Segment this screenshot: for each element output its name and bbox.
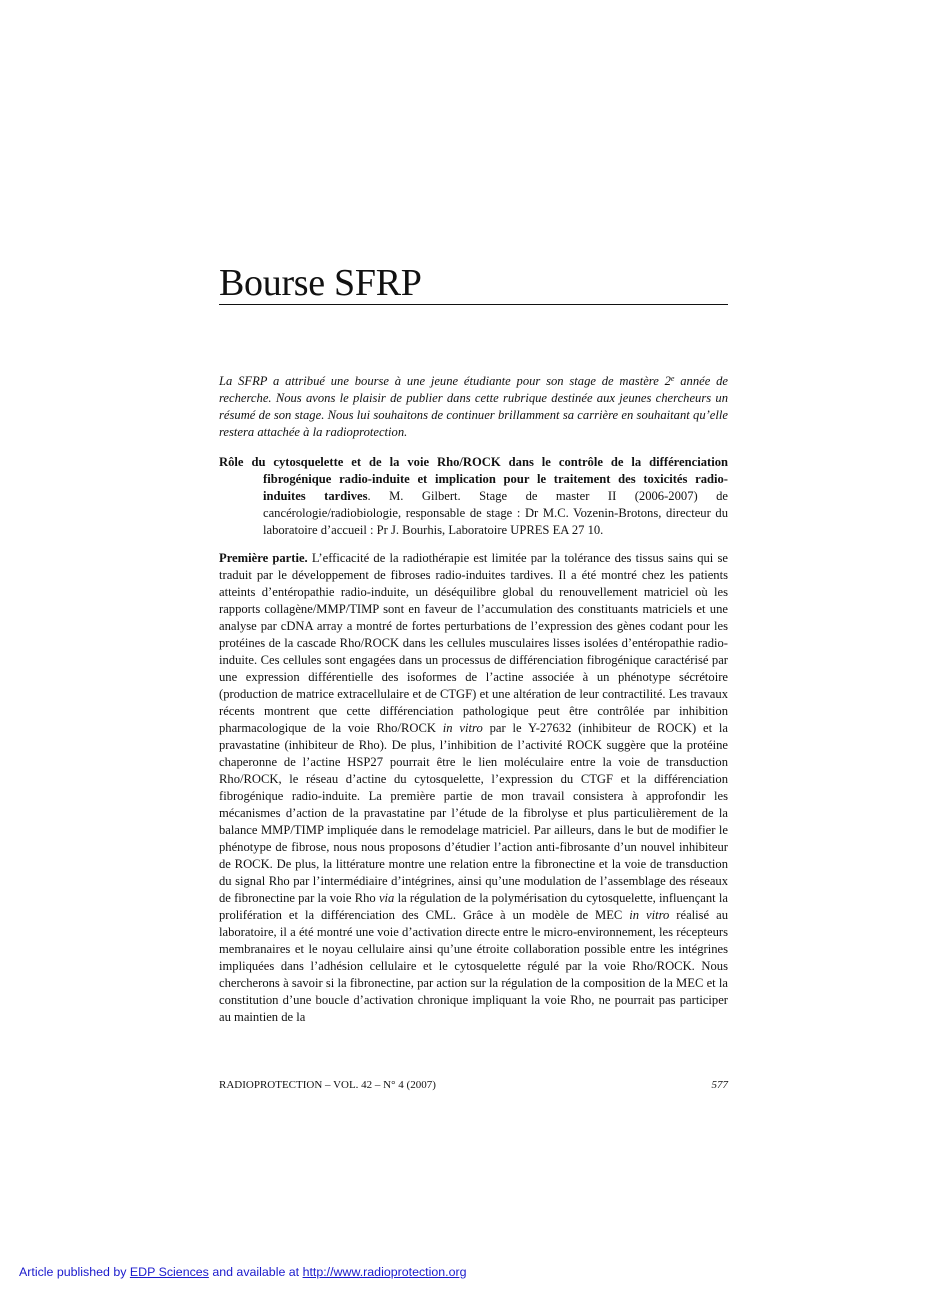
title-rule (219, 304, 728, 305)
intro-superscript: e (670, 374, 675, 383)
credit-prefix: Article published by (19, 1265, 130, 1279)
page-number: 577 (711, 1079, 728, 1091)
body-text-1: L’efficacité de la radiothérapie est limitée par la tolérance des tissus sains qui se traduit par le développement de fibroses radio-induites tardives. Il a été montré chez les patients atteints d’entéropathie radio-induite, un déséquilibre global du renouvellement matriciel où les rapports collagène/MMP/TIMP sont en faveur de l’accumulation des constituants matriciels et une analyse par cDNA array a montré de fortes perturbations de l’expression des gènes codant pour les protéines de la cascade Rho/ROCK dans les cellules musculaires lisses isolées d’entéropathie radio-induite. Ces cellules sont engagées dans un processus de différenciation fibrogénique caractérisé par une expression différentielle des isoformes de l’actine associée à un phénotype sécrétoire (production de matrice extracellulaire et de CTGF) et une altération de leur contractilité. Les travaux récents montrent que cette différenciation pathologique peut être contrôlée par inhibition pharmacologique de la voie Rho/ROCK (219, 551, 728, 735)
credit-middle: and available at (208, 1265, 303, 1279)
intro-text-start: La SFRP a attribué une bourse à une jeune étudiante pour son stage de mastère 2 (219, 374, 671, 388)
page-title: Bourse SFRP (219, 262, 422, 304)
intro-text-end: année de recherche. Nous avons le plaisir de publier dans cette rubrique destinée aux jeunes chercheurs un résumé de son stage. Nous lui souhaitons de continuer brillamment sa carrière en souhaitant qu’elle restera attachée à la radioprotection. (219, 374, 728, 439)
article-details: . M. Gilbert. Stage de master II (2006-2007) de cancérologie/radiobiologie, responsable de stage : Dr M.C. Vozenin-Brotons, directeur du laboratoire d’accueil : Pr J. Bourhis, Laboratoire UPRES EA 27 10. (263, 489, 729, 537)
body-text-4: réalisé au laboratoire, il a été montré une voie d’activation directe entre le micro-environnement, les récepteurs membranaires et le noyau cellulaire ainsi qu’une étroite collaboration possible entre les intégrines impliquées dans l’adhésion cellulaire et le cytosquelette régulé par la voie Rho/ROCK. Nous chercherons à savoir si la fibronectine, par action sur la régulation de la composition de la MEC et la constitution d’une boucle d’activation chronique impliquant la voie Rho, ne pourrait pas participer au maintien de la (219, 908, 728, 1024)
intro-paragraph (219, 373, 728, 441)
publication-credit (19, 1264, 466, 1280)
publisher-link[interactable]: EDP Sciences (129, 1265, 209, 1279)
journal-reference: RADIOPROTECTION – VOL. 42 – N° 4 (2007) (219, 1079, 436, 1091)
article-heading (219, 454, 728, 539)
section-lead: Première partie. (219, 551, 308, 565)
article-title: Rôle du cytosquelette et de la voie Rho/ROCK dans le contrôle de la différenciation fibrogénique radio-induite et implication pour le traitement des toxicités radio-induites tardives (219, 455, 728, 503)
page-footer (219, 1078, 728, 1092)
body-text (219, 550, 728, 1026)
body-italic-1: in vitro (442, 721, 483, 735)
body-text-3: la régulation de la polymérisation du cytosquelette, influençant la prolifération et la différenciation des CML. Grâce à un modèle de MEC (219, 891, 728, 922)
body-italic-3: in vitro (629, 908, 670, 922)
journal-url-link[interactable]: http://www.radioprotection.org (302, 1265, 467, 1279)
body-italic-2: via (378, 891, 395, 905)
body-text-2: par le Y-27632 (inhibiteur de ROCK) et la pravastatine (inhibiteur de Rho). De plus, l’inhibition de l’activité ROCK suggère que la protéine chaperonne de l’actine HSP27 pourrait être le lien moléculaire entre la voie de transduction Rho/ROCK, le réseau d’actine du cytosquelette, l’expression du CTGF et la différenciation fibrogénique radio-induite. La première partie de mon travail consistera à approfondir les mécanismes d’action de la pravastatine par l’étude de la fibrolyse et plus particulièrement de la balance MMP/TIMP impliquée dans le remodelage matriciel. Par ailleurs, dans le but de modifier le phénotype de fibrose, nous nous proposons d’étudier l’action anti-fibrosante d’un nouvel inhibiteur de ROCK. De plus, la littérature montre une relation entre la fibronectine et la voie de transduction du signal Rho par l’intermédiaire d’intégrines, ainsi qu’une modulation de l’assemblage des réseaux de fibronectine par la voie Rho (219, 721, 729, 905)
